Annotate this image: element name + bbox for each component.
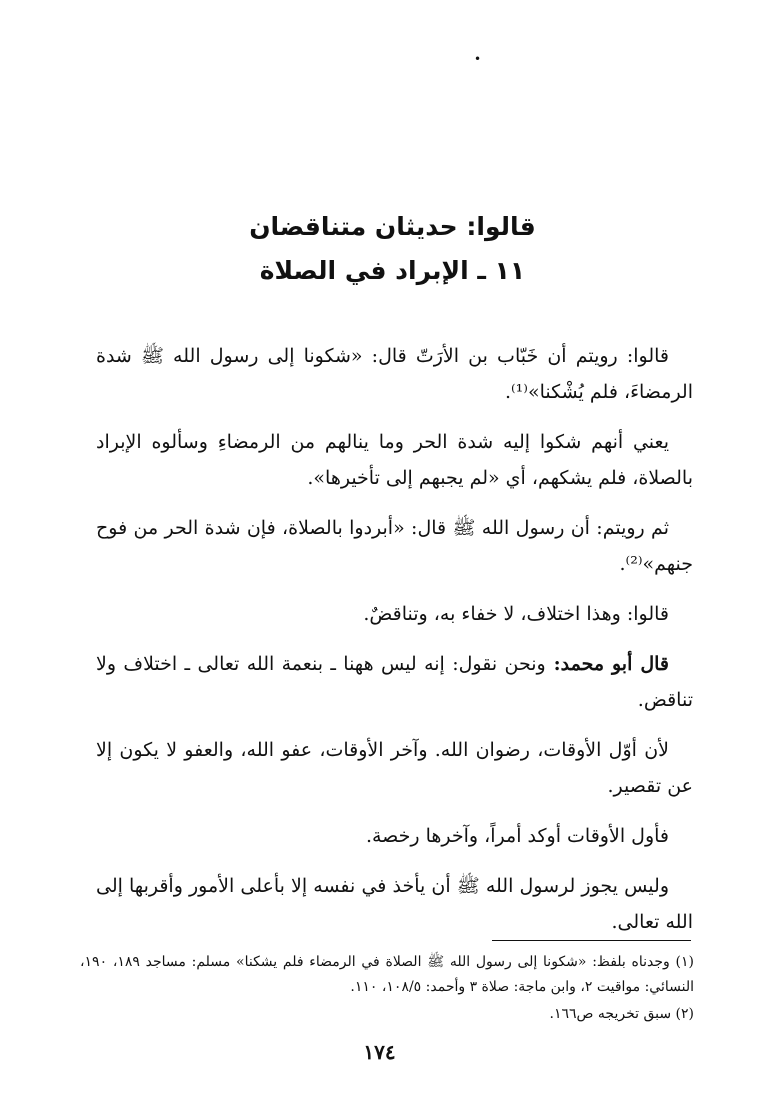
paragraph [96, 732, 693, 804]
footnote: (١) وجدناه بلفظ: «شكونا إلى رسول الله ﷺ الصلاة في الرمضاء فلم يشكنا» مسلم: مساجد ١٨٩، ١٩٠، النسائي: مواقيت ٢، وابن ماجة: صلاة ٣ وأحمد: ١٠٨/٥، ١١٠. [80, 954, 694, 995]
paragraph [96, 646, 693, 718]
paragraph-text: فأول الأوقات أوكد أمراً، وآخرها رخصة. [365, 825, 669, 847]
paragraph [96, 818, 693, 854]
paragraph-text: يعني أنهم شكوا إليه شدة الحر وما ينالهم من الرمضاءِ وسألوه الإبراد بالصلاة، فلم يشكهم، أي «لم يجبهم إلى تأخيرها». [96, 431, 693, 489]
chapter-heading [0, 212, 759, 241]
paragraph [96, 596, 693, 632]
section-heading-text: ١١ ـ الإبراد في الصلاة [259, 256, 526, 285]
paragraph [96, 424, 693, 496]
paragraph [96, 338, 693, 410]
page-number: ١٧٤ [363, 1040, 396, 1064]
body-text [96, 338, 693, 954]
footnote: (٢) سبق تخريجه ص١٦٦. [549, 1006, 694, 1022]
footnotes [80, 950, 694, 1029]
paragraph [96, 510, 693, 582]
paragraph-text: لأن أوّل الأوقات، رضوان الله. وآخر الأوقات، عفو الله، والعفو لا يكون إلا عن تقصير. [96, 739, 693, 797]
paragraph-text: قالوا: رويتم أن خَبّاب بن الأرَتّ قال: «شكونا إلى رسول الله ﷺ شدة الرمضاءَ، فلم يُشْكنا»⁽¹⁾. [96, 345, 693, 403]
top-mark: • [474, 52, 482, 66]
paragraph-text: ثم رويتم: أن رسول الله ﷺ قال: «أبردوا بالصلاة، فإن شدة الحر من فوح جنهم»⁽²⁾. [96, 517, 693, 575]
paragraph-text: وليس يجوز لرسول الله ﷺ أن يأخذ في نفسه إلا بأعلى الأمور وأقربها إلى الله تعالى. [96, 875, 693, 933]
speaker-label: قال أبو محمد: [545, 653, 669, 675]
section-heading [0, 256, 759, 285]
footnote-divider [492, 940, 691, 941]
paragraph-text: قالوا: وهذا اختلاف، لا خفاء به، وتناقضٌ. [363, 603, 669, 625]
paragraph [96, 868, 693, 940]
chapter-heading-text: قالوا: حديثان متناقضان [249, 212, 536, 241]
paragraph-text: ونحن نقول: إنه ليس ههنا ـ بنعمة الله تعالى ـ اختلاف ولا تناقض. [96, 653, 693, 711]
